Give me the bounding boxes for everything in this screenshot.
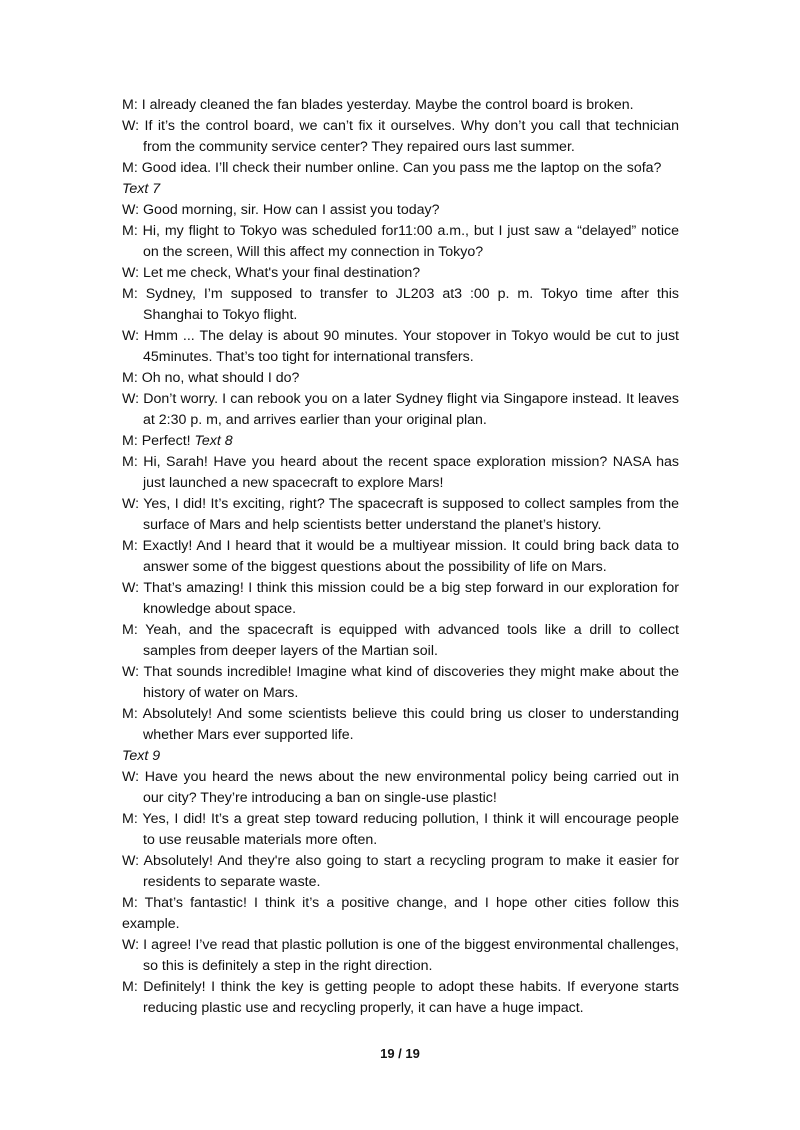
dialogue-line: W: If it’s the control board, we can’t fix it ourselves. Why don’t you call that technician from the community service center? They repaired ours last summer. — [122, 118, 679, 155]
dialogue-line: W: Don’t worry. I can rebook you on a later Sydney flight via Singapore instead. It leaves at 2:30 p. m, and arrives earlier than your original plan. — [122, 391, 679, 428]
dialogue-line: W: Have you heard the news about the new environmental policy being carried out in our city? They’re introducing a ban on single-use plastic! — [122, 769, 679, 806]
dialogue-line: W: Hmm ... The delay is about 90 minutes. Your stopover in Tokyo would be cut to just 45minutes. That’s too tight for international transfers. — [122, 328, 679, 365]
dialogue-line: W: Good morning, sir. How can I assist you today? — [122, 202, 440, 218]
dialogue-line: M: Absolutely! And some scientists believe this could bring us closer to understanding whether Mars ever supported life. — [122, 706, 679, 743]
dialogue-line: M: Good idea. I’ll check their number online. Can you pass me the laptop on the sofa? — [122, 160, 662, 176]
dialogue-line: W: Absolutely! And they're also going to start a recycling program to make it easier for residents to separate waste. — [122, 853, 679, 890]
dialogue-line: M: Definitely! I think the key is getting people to adopt these habits. If everyone starts reducing plastic use and recycling properly, it can have a huge impact. — [122, 979, 679, 1016]
dialogue-line: M: Hi, Sarah! Have you heard about the recent space exploration mission? NASA has just launched a new spacecraft to explore Mars! — [122, 454, 679, 491]
dialogue-line: M: I already cleaned the fan blades yesterday. Maybe the control board is broken. — [122, 97, 634, 113]
dialogue-transcript — [122, 95, 679, 1019]
dialogue-line: W: That’s amazing! I think this mission could be a big step forward in our exploration for knowledge about space. — [122, 580, 679, 617]
section-heading: Text 8 — [194, 433, 233, 449]
dialogue-line: W: That sounds incredible! Imagine what kind of discoveries they might make about the history of water on Mars. — [122, 664, 679, 701]
section-heading: Text 9 — [122, 748, 161, 764]
dialogue-text: M: Perfect! — [122, 433, 195, 449]
dialogue-line: M: Sydney, I’m supposed to transfer to JL203 at3 :00 p. m. Tokyo time after this Shanghai to Tokyo flight. — [122, 286, 679, 323]
dialogue-line: W: Let me check, What's your final destination? — [122, 265, 421, 281]
dialogue-line: M: Yes, I did! It’s a great step toward reducing pollution, I think it will encourage people to use reusable materials more often. — [122, 811, 679, 848]
dialogue-line: W: Yes, I did! It’s exciting, right? The spacecraft is supposed to collect samples from the surface of Mars and help scientists better understand the planet’s history. — [122, 496, 679, 533]
dialogue-line: M: Oh no, what should I do? — [122, 370, 300, 386]
page-number: 19 / 19 — [380, 1046, 420, 1061]
dialogue-line: M: Exactly! And I heard that it would be a multiyear mission. It could bring back data to answer some of the biggest questions about the possibility of life on Mars. — [122, 538, 679, 575]
dialogue-line: M: Yeah, and the spacecraft is equipped with advanced tools like a drill to collect samples from deeper layers of the Martian soil. — [122, 622, 679, 659]
dialogue-line: M: That’s fantastic! I think it’s a positive change, and I hope other cities follow this example. — [122, 895, 679, 932]
dialogue-line — [122, 431, 679, 452]
dialogue-line: M: Hi, my flight to Tokyo was scheduled for11:00 a.m., but I just saw a “delayed” notice on the screen, Will this affect my connection in Tokyo? — [122, 223, 679, 260]
dialogue-line: W: I agree! I’ve read that plastic pollution is one of the biggest environmental challenges, so this is definitely a step in the right direction. — [122, 937, 679, 974]
section-heading: Text 7 — [122, 181, 161, 197]
